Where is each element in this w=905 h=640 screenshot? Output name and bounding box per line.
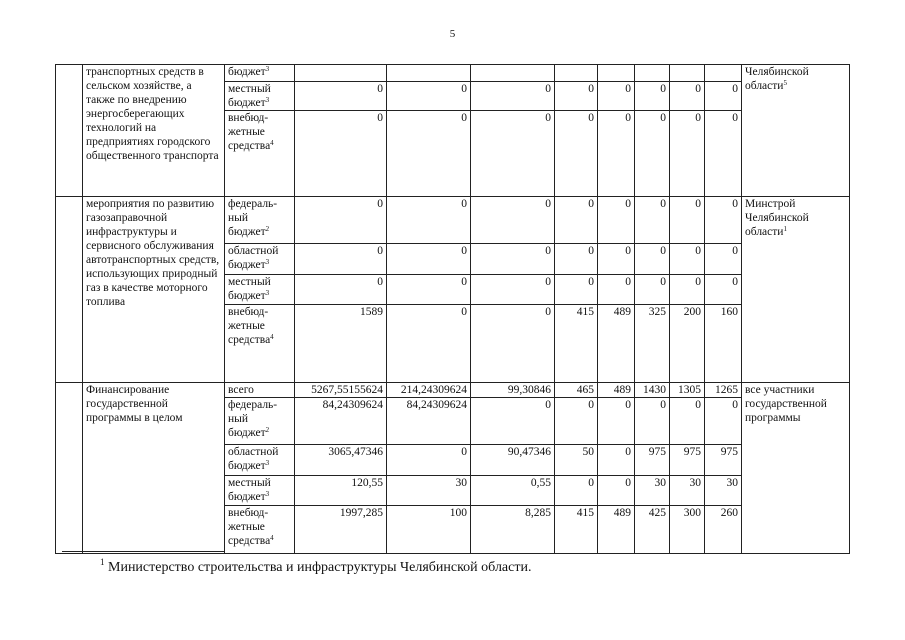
- funding-source-label: местный бюджет: [228, 276, 271, 302]
- amount-cell: 0: [598, 111, 635, 197]
- footnote-text: Министерство строительства и инфраструктуры Челябинской области.: [108, 560, 532, 575]
- amount-cell: 0: [670, 82, 705, 111]
- amount-cell: 0,55: [471, 476, 555, 506]
- footnote: [100, 557, 532, 576]
- amount-cell: 0: [705, 244, 742, 275]
- footnote-ref: 4: [270, 333, 274, 341]
- amount-cell: [555, 65, 598, 82]
- amount-cell: 1305: [670, 383, 705, 398]
- amount-cell: 425: [635, 506, 670, 554]
- footnote-ref: 1: [783, 225, 787, 233]
- funding-source-cell: [225, 383, 295, 398]
- amount-cell: 0: [705, 275, 742, 305]
- funding-source-cell: [225, 506, 295, 554]
- amount-cell: 975: [705, 445, 742, 476]
- amount-cell: 0: [598, 82, 635, 111]
- amount-cell: [705, 65, 742, 82]
- amount-cell: 8,285: [471, 506, 555, 554]
- amount-cell: 415: [555, 506, 598, 554]
- funding-source-cell: [225, 65, 295, 82]
- amount-cell: 325: [635, 305, 670, 383]
- amount-cell: 30: [705, 476, 742, 506]
- amount-cell: 0: [598, 244, 635, 275]
- amount-cell: 0: [387, 305, 471, 383]
- amount-cell: 260: [705, 506, 742, 554]
- funding-source-cell: [225, 445, 295, 476]
- amount-cell: 84,24309624: [295, 398, 387, 445]
- amount-cell: 1430: [635, 383, 670, 398]
- amount-cell: 0: [705, 111, 742, 197]
- amount-cell: 90,47346: [471, 445, 555, 476]
- table-row: [56, 197, 850, 244]
- amount-cell: 0: [705, 197, 742, 244]
- amount-cell: 0: [471, 197, 555, 244]
- amount-cell: 0: [670, 244, 705, 275]
- executor-cell: [742, 383, 850, 554]
- amount-cell: 30: [387, 476, 471, 506]
- footnote-ref: 3: [265, 96, 270, 104]
- amount-cell: 1589: [295, 305, 387, 383]
- amount-cell: 0: [555, 82, 598, 111]
- row-number-cell: [56, 383, 83, 554]
- amount-cell: 0: [670, 111, 705, 197]
- amount-cell: 0: [635, 244, 670, 275]
- funding-source-cell: [225, 244, 295, 275]
- amount-cell: 0: [555, 111, 598, 197]
- amount-cell: 3065,47346: [295, 445, 387, 476]
- row-number-cell: [56, 65, 83, 197]
- amount-cell: [670, 65, 705, 82]
- amount-cell: 30: [635, 476, 670, 506]
- amount-cell: 30: [670, 476, 705, 506]
- amount-cell: 0: [295, 244, 387, 275]
- footnote-ref: 3: [265, 258, 270, 266]
- amount-cell: 120,55: [295, 476, 387, 506]
- funding-source-cell: [225, 476, 295, 506]
- funding-source-label: областной бюджет: [228, 446, 279, 472]
- amount-cell: [635, 65, 670, 82]
- funding-source-label: внебюд-жетные средства: [228, 306, 271, 346]
- amount-cell: 0: [635, 82, 670, 111]
- amount-cell: 0: [670, 275, 705, 305]
- amount-cell: 0: [598, 275, 635, 305]
- amount-cell: 0: [387, 82, 471, 111]
- funding-source-cell: [225, 398, 295, 445]
- funding-source-cell: [225, 197, 295, 244]
- footnote-ref: 5: [783, 79, 787, 87]
- amount-cell: 0: [471, 398, 555, 445]
- amount-cell: [387, 65, 471, 82]
- amount-cell: 415: [555, 305, 598, 383]
- amount-cell: [598, 65, 635, 82]
- amount-cell: 0: [598, 197, 635, 244]
- amount-cell: 1265: [705, 383, 742, 398]
- footnote-ref: 4: [270, 534, 274, 542]
- amount-cell: 0: [555, 476, 598, 506]
- row-number-cell: [56, 197, 83, 383]
- funding-source-cell: [225, 275, 295, 305]
- executor-cell: [742, 197, 850, 383]
- funding-source-label: федераль-ный бюджет: [228, 198, 278, 238]
- amount-cell: 0: [705, 82, 742, 111]
- amount-cell: 0: [387, 445, 471, 476]
- amount-cell: 0: [387, 111, 471, 197]
- amount-cell: 1997,285: [295, 506, 387, 554]
- amount-cell: 0: [598, 398, 635, 445]
- amount-cell: 0: [705, 398, 742, 445]
- amount-cell: 0: [635, 111, 670, 197]
- footnote-ref: 3: [265, 65, 270, 73]
- footnote-ref: 3: [265, 289, 270, 297]
- amount-cell: 0: [635, 275, 670, 305]
- amount-cell: 0: [555, 398, 598, 445]
- amount-cell: 489: [598, 383, 635, 398]
- funding-source-cell: [225, 305, 295, 383]
- amount-cell: 0: [598, 476, 635, 506]
- footnote-ref: 2: [265, 426, 270, 434]
- amount-cell: 0: [471, 305, 555, 383]
- program-financing-table: [55, 64, 850, 554]
- amount-cell: 84,24309624: [387, 398, 471, 445]
- amount-cell: 975: [670, 445, 705, 476]
- measure-name-cell: транспортных средств в сельском хозяйстве, а также по внедрению энергосберегающих технологий на предприятиях городского общественного транспорта: [83, 65, 225, 197]
- table-row: [56, 65, 850, 82]
- executor-label: все участники государственной программы: [745, 384, 827, 424]
- amount-cell: 489: [598, 305, 635, 383]
- amount-cell: 0: [670, 398, 705, 445]
- amount-cell: 0: [555, 197, 598, 244]
- amount-cell: [295, 65, 387, 82]
- amount-cell: 0: [387, 197, 471, 244]
- amount-cell: [471, 65, 555, 82]
- table-row: [56, 383, 850, 398]
- funding-source-label: местный бюджет: [228, 83, 271, 109]
- footnote-ref: 3: [265, 459, 270, 467]
- amount-cell: 0: [635, 398, 670, 445]
- amount-cell: 489: [598, 506, 635, 554]
- amount-cell: 0: [387, 244, 471, 275]
- amount-cell: 300: [670, 506, 705, 554]
- funding-source-label: федераль-ный бюджет: [228, 399, 278, 439]
- executor-label: Челябинской области: [745, 66, 809, 92]
- amount-cell: 0: [471, 244, 555, 275]
- footnote-ref: 3: [265, 490, 270, 498]
- funding-source-label: всего: [228, 384, 254, 396]
- amount-cell: 50: [555, 445, 598, 476]
- amount-cell: 0: [635, 197, 670, 244]
- amount-cell: 0: [555, 275, 598, 305]
- funding-source-cell: [225, 82, 295, 111]
- amount-cell: 214,24309624: [387, 383, 471, 398]
- amount-cell: 0: [598, 445, 635, 476]
- amount-cell: 0: [295, 275, 387, 305]
- amount-cell: 0: [295, 82, 387, 111]
- amount-cell: 0: [295, 111, 387, 197]
- footnote-separator: [62, 551, 224, 552]
- amount-cell: 0: [471, 275, 555, 305]
- amount-cell: 465: [555, 383, 598, 398]
- amount-cell: 0: [387, 275, 471, 305]
- funding-source-label: местный бюджет: [228, 477, 271, 503]
- executor-label: Минстрой Челябинской области: [745, 198, 809, 238]
- footnote-ref: 4: [270, 139, 274, 147]
- amount-cell: 99,30846: [471, 383, 555, 398]
- amount-cell: 0: [555, 244, 598, 275]
- amount-cell: 0: [471, 82, 555, 111]
- page-number: 5: [449, 28, 456, 40]
- funding-source-label: внебюд-жетные средства: [228, 507, 271, 547]
- measure-name-cell: мероприятия по развитию газозаправочной инфраструктуры и сервисного обслуживания автотранспортных средств, использующих природный газ в качестве моторного топлива: [83, 197, 225, 383]
- amount-cell: 975: [635, 445, 670, 476]
- funding-source-label: бюджет: [228, 66, 266, 78]
- amount-cell: 0: [670, 197, 705, 244]
- amount-cell: 0: [295, 197, 387, 244]
- amount-cell: 0: [471, 111, 555, 197]
- footnote-mark: 1: [100, 557, 105, 567]
- funding-source-label: внебюд-жетные средства: [228, 112, 271, 152]
- measure-name-cell: Финансирование государственной программы в целом: [83, 383, 225, 554]
- funding-source-label: областной бюджет: [228, 245, 279, 271]
- amount-cell: 100: [387, 506, 471, 554]
- amount-cell: 5267,55155624: [295, 383, 387, 398]
- footnote-ref: 2: [265, 225, 270, 233]
- executor-cell: [742, 65, 850, 197]
- amount-cell: 160: [705, 305, 742, 383]
- amount-cell: 200: [670, 305, 705, 383]
- funding-source-cell: [225, 111, 295, 197]
